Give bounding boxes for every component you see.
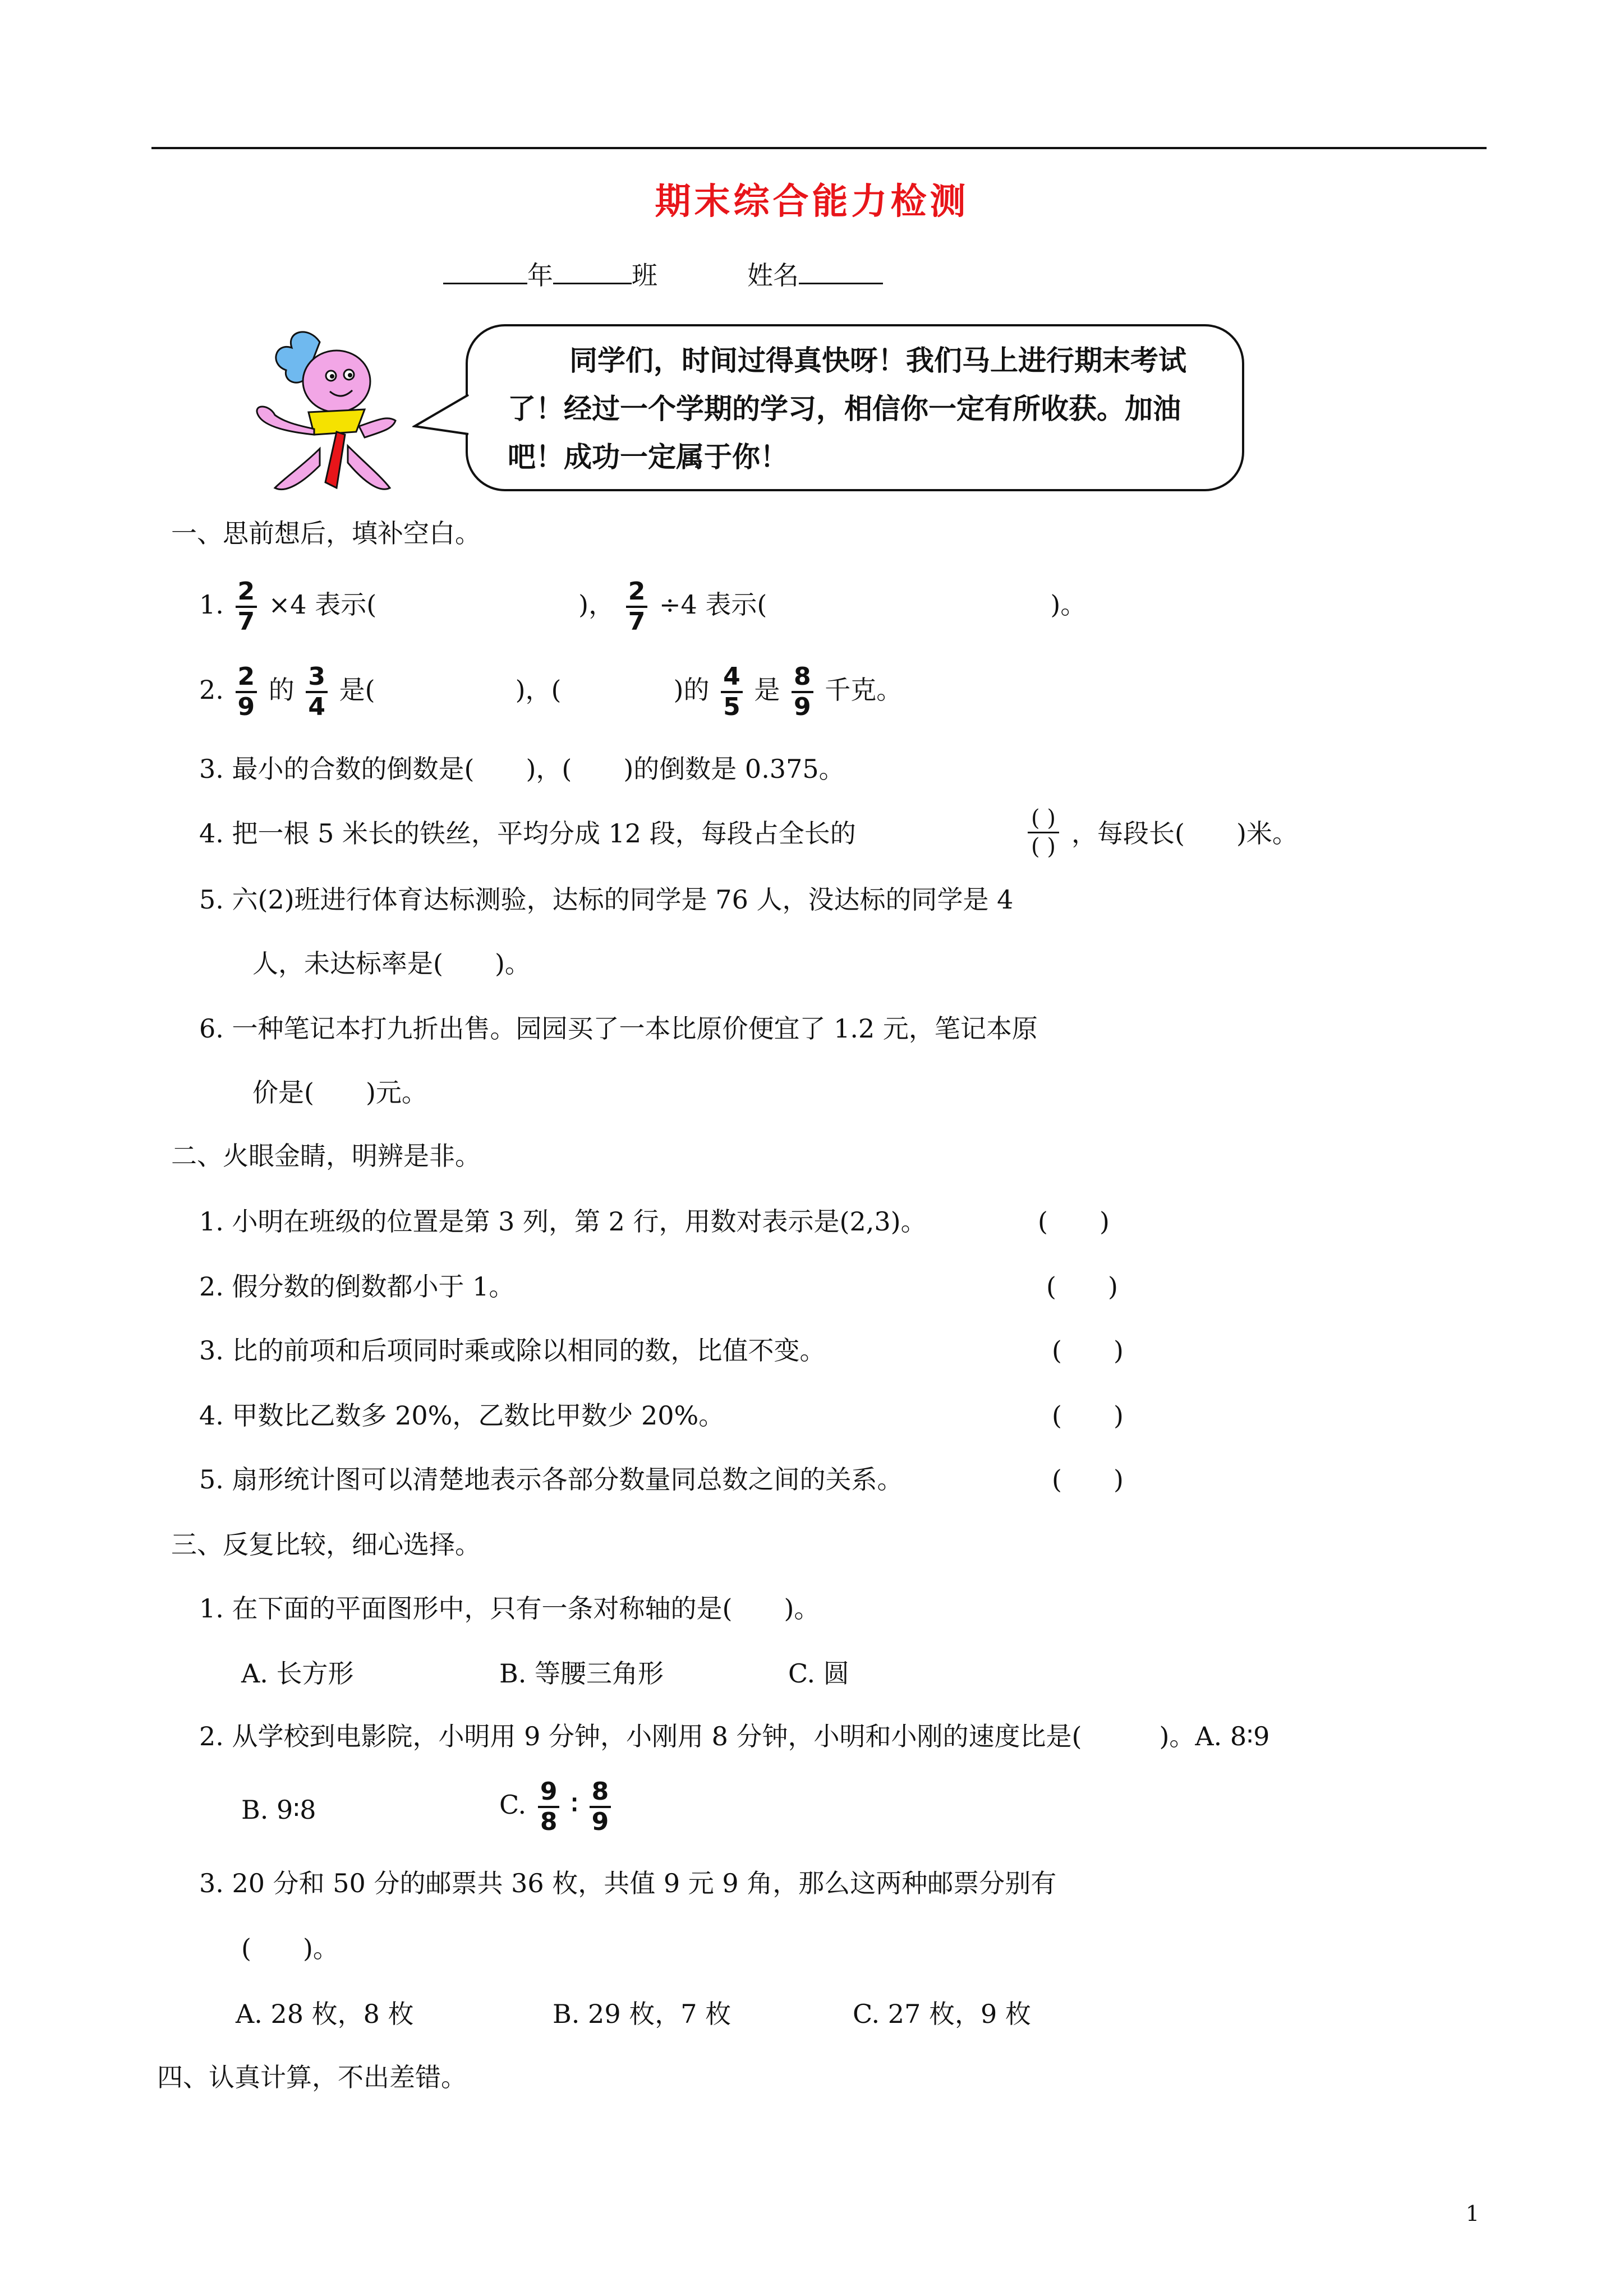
fraction-8-9: $\frac{8}{9}$ bbox=[590, 1778, 611, 1836]
fraction-4-5: $\frac{4}{5}$ bbox=[721, 663, 743, 721]
s1-q3 bbox=[199, 749, 845, 786]
s3-q3-option-a[interactable]: A. 28 枚，8 枚 bbox=[236, 1999, 414, 2029]
page-title: 期末综合能力检测 bbox=[655, 181, 969, 223]
s3-q2-option-c[interactable]: C. $\frac{9}{8}$ ∶ $\frac{8}{9}$ bbox=[499, 1778, 614, 1836]
s2-q4: 4. 甲数比乙数多 20%，乙数比甲数少 20%。 bbox=[199, 1400, 725, 1431]
question-number: 3. bbox=[199, 754, 224, 784]
bubble-message: 同学们，时间过得真快呀！我们马上进行期末考试了！经过一个学期的学习，相信你一定有所收获。加油吧！成功一定属于你！ bbox=[508, 344, 1186, 473]
s3-q1: 1. 在下面的平面图形中，只有一条对称轴的是( )。 bbox=[199, 1593, 820, 1624]
s1-q4-tail: ，每段长( )米。 bbox=[1071, 818, 1298, 849]
s1-q5-line2: 人，未达标率是( )。 bbox=[252, 948, 531, 979]
s3-q1-option-c[interactable]: C. 圆 bbox=[788, 1658, 849, 1689]
section-4-title: 四、认真计算，不出差错。 bbox=[157, 2062, 467, 2092]
fraction-8-9: $\frac{8}{9}$ bbox=[792, 663, 813, 721]
page-number: 1 bbox=[1465, 2201, 1479, 2226]
header-line bbox=[443, 255, 883, 292]
class-blank[interactable] bbox=[553, 257, 632, 284]
s3-q2-option-b[interactable]: B. 9∶8 bbox=[241, 1795, 316, 1825]
name-label: 姓名 bbox=[747, 260, 799, 291]
s3-q3: 3. 20 分和 50 分的邮票共 36 枚，共值 9 元 9 角，那么这两种邮票分别有 bbox=[199, 1868, 1057, 1898]
s1-q1: 1. $\frac{2}{7}$ ×4 表示( )， $\frac{2}{7}$ ÷4 表示( )。 bbox=[199, 577, 1087, 636]
mascot-illustration bbox=[252, 320, 398, 499]
s2-q3: 3. 比的前项和后项同时乘或除以相同的数，比值不变。 bbox=[199, 1335, 826, 1366]
s2-q3-mark[interactable]: ( ) bbox=[1052, 1335, 1124, 1366]
empty-fraction[interactable]: ( ) ( ) bbox=[1028, 805, 1059, 860]
fraction-9-8: $\frac{9}{8}$ bbox=[538, 1778, 560, 1836]
fraction-3-4: $\frac{3}{4}$ bbox=[306, 663, 328, 721]
class-label: 班 bbox=[632, 260, 657, 291]
s1-q5 bbox=[199, 879, 1013, 916]
year-label: 年 bbox=[527, 260, 553, 291]
s1-q6-line2: 价是( )元。 bbox=[252, 1077, 427, 1108]
question-text: 一种笔记本打九折出售。园园买了一本比原价便宜了 1.2 元，笔记本原 bbox=[232, 1013, 1038, 1044]
s3-q3-line2: ( )。 bbox=[241, 1933, 339, 1963]
fraction-2-9: $\frac{2}{9}$ bbox=[236, 663, 257, 721]
fraction-2-7: $\frac{2}{7}$ bbox=[236, 578, 257, 636]
question-number: 2. bbox=[199, 675, 224, 705]
question-text: 最小的合数的倒数是( )，( )的倒数是 0.375。 bbox=[232, 754, 845, 784]
speech-bubble-tail bbox=[412, 393, 471, 443]
s1-q2: 2. $\frac{2}{9}$ 的 $\frac{3}{4}$ 是( )，( )的 $\frac{4}{5}$ 是 $\frac{8}{9}$ 千克。 bbox=[199, 662, 903, 721]
s2-q1-mark[interactable]: ( ) bbox=[1038, 1206, 1110, 1237]
question-number: 6. bbox=[199, 1013, 224, 1044]
question-text: 把一根 5 米长的铁丝，平均分成 12 段，每段占全长的 bbox=[232, 818, 856, 849]
s1-q6 bbox=[199, 1008, 1038, 1045]
question-number: 4. bbox=[199, 818, 224, 849]
section-1-title: 一、思前想后，填补空白。 bbox=[171, 518, 481, 548]
s2-q1: 1. 小明在班级的位置是第 3 列，第 2 行，用数对表示是(2,3)。 bbox=[199, 1206, 927, 1237]
s2-q2-mark[interactable]: ( ) bbox=[1046, 1271, 1118, 1302]
year-blank[interactable] bbox=[443, 257, 527, 284]
s3-q1-option-a[interactable]: A. 长方形 bbox=[241, 1658, 354, 1689]
s3-q3-option-c[interactable]: C. 27 枚，9 枚 bbox=[853, 1999, 1031, 2029]
s2-q2: 2. 假分数的倒数都小于 1。 bbox=[199, 1271, 515, 1302]
section-2-title: 二、火眼金睛，明辨是非。 bbox=[171, 1141, 481, 1171]
question-number: 1. bbox=[199, 589, 224, 620]
question-number: 5. bbox=[199, 884, 224, 915]
question-text: 六(2)班进行体育达标测验，达标的同学是 76 人，没达标的同学是 4 bbox=[232, 884, 1014, 915]
bubble-text bbox=[508, 336, 1214, 481]
s2-q5-mark[interactable]: ( ) bbox=[1052, 1464, 1124, 1495]
s2-q4-mark[interactable]: ( ) bbox=[1052, 1400, 1124, 1431]
s2-q5: 5. 扇形统计图可以清楚地表示各部分数量同总数之间的关系。 bbox=[199, 1464, 903, 1495]
top-rule bbox=[151, 147, 1487, 149]
s1-q4 bbox=[199, 813, 957, 850]
section-3-title: 三、反复比较，细心选择。 bbox=[171, 1529, 481, 1560]
s3-q1-option-b[interactable]: B. 等腰三角形 bbox=[499, 1658, 664, 1689]
name-blank[interactable] bbox=[799, 257, 883, 284]
s3-q2: 2. 从学校到电影院，小明用 9 分钟，小刚用 8 分钟，小明和小刚的速度比是( )。A. 8∶9 bbox=[199, 1721, 1270, 1751]
fraction-2-7: $\frac{2}{7}$ bbox=[626, 578, 648, 636]
s3-q3-option-b[interactable]: B. 29 枚，7 枚 bbox=[553, 1999, 732, 2029]
